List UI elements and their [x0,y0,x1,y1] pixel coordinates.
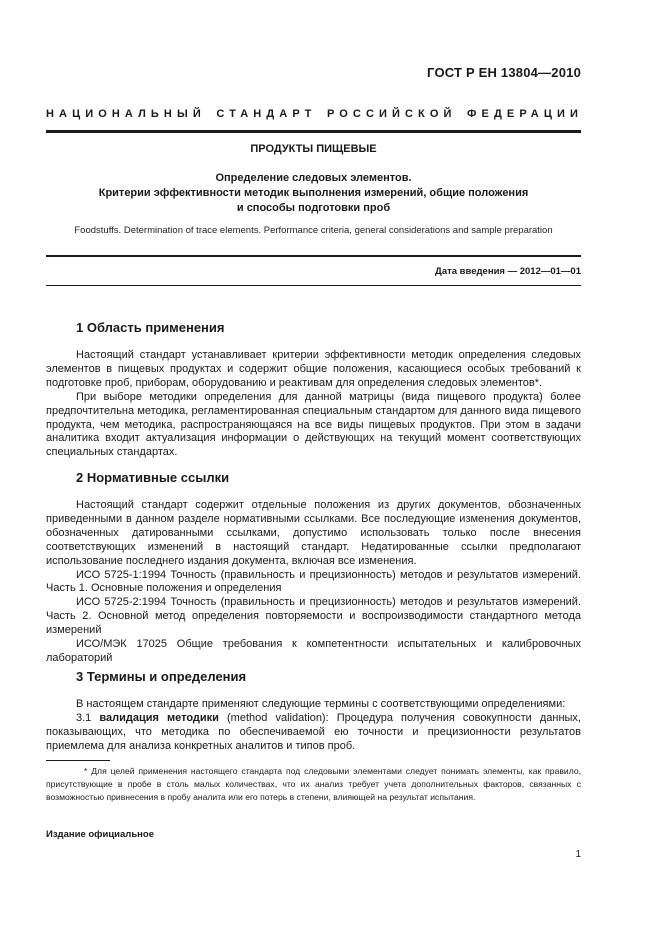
subtitle-line: Определение следовых элементов. [215,172,412,184]
edition-label: Издание официальное [46,829,154,840]
section-scope-body [46,349,581,460]
footnote-rule [46,760,110,761]
subtitle-line: Критерии эффективности методик выполнения измерений, общие положения [98,187,529,199]
paragraph: Настоящий стандарт содержит отдельные положения из других документов, обозначенных приведенными в данном разделе нормативными ссылками. Все последующие изменения документов, обозначенных датированными ссылками, допустимо использовать только после внесения соответствующих изменений в настоящий стандарт. Недатированные ссылки предполагают использование последнего издания документа, включая все изменения. [46,499,581,567]
document-code: ГОСТ Р ЕН 13804—2010 [427,65,581,80]
footnote: * Для целей применения настоящего стандарта под следовыми элементами следует понимать элементы, как правило, присутствующие в пробе в столь малых количествах, что их анализ требует учета дополнительных факторов, связанных с возможностью привнесения в пробу аналита или его потерь в степени, влияющей на результат испытания. [46,766,581,802]
header-rule [46,130,581,133]
term-name: валидация методики [99,711,219,724]
subtitle-line: и способы подготовки проб [236,202,391,214]
term-text: (method validation): Процедура получения совокупности данных, показывающих, что методика по обеспечиваемой ею точности и прецизионности результатов приемлема для анализа конкретных аналитов и типов проб. [46,711,581,752]
section-heading-normative-references: 2 Нормативные ссылки [76,470,230,485]
national-standard-banner: НАЦИОНАЛЬНЫЙ СТАНДАРТ РОССИЙСКОЙ ФЕДЕРАЦИИ [46,108,583,120]
date-rule [46,285,581,286]
title-rule [46,255,581,257]
page-number: 1 [575,849,581,860]
reference-item: ИСО 5725-1:1994 Точность (правильность и прецизионность) методов и результатов измерений. Часть 1. Основные положения и определения [46,568,581,595]
paragraph: В настоящем стандарте применяют следующие термины с соответствующими определениями: [76,698,566,710]
term-definition [46,712,581,754]
section-terms-body [46,698,581,754]
paragraph: При выборе методики определения для данной матрицы (вида пищевого продукта) более предпочтительна методика, регламентированная специальным стандартом для данного вида пищевого продукта, чем методика, распространяющаяся на все виды пищевых продуктов. При этом в задачи аналитика входит актуализация информации о действующих на текущий момент соответствующих специальных стандартах. [46,390,581,459]
intro-date: Дата введения — 2012—01—01 [435,266,581,277]
page-title: ПРОДУКТЫ ПИЩЕВЫЕ [250,143,377,155]
term-number: 3.1 [76,711,100,724]
section-references-body [46,499,581,666]
reference-item: ИСО 5725-2:1994 Точность (правильность и прецизионность) методов и результатов измерений. Часть 2. Основной метод определения повторяемости и воспроизводимости стандартного метода измерений [46,596,581,637]
english-title: Foodstuffs. Determination of trace elements. Performance criteria, general considerations and sample preparation [74,225,553,236]
section-heading-scope: 1 Область применения [76,320,225,335]
section-heading-terms: 3 Термины и определения [76,669,247,684]
reference-item: ИСО/МЭК 17025 Общие требования к компетентности испытательных и калибровочных лабораторий [46,638,581,664]
paragraph: Настоящий стандарт устанавливает критерии эффективности методик определения следовых элементов в пищевых продуктах и содержит общие положения, касающиеся особых требований к подготовке проб, приборам, оборудованию и реактивам для определения следовых элементов*. [46,349,581,389]
subtitle [46,171,581,216]
